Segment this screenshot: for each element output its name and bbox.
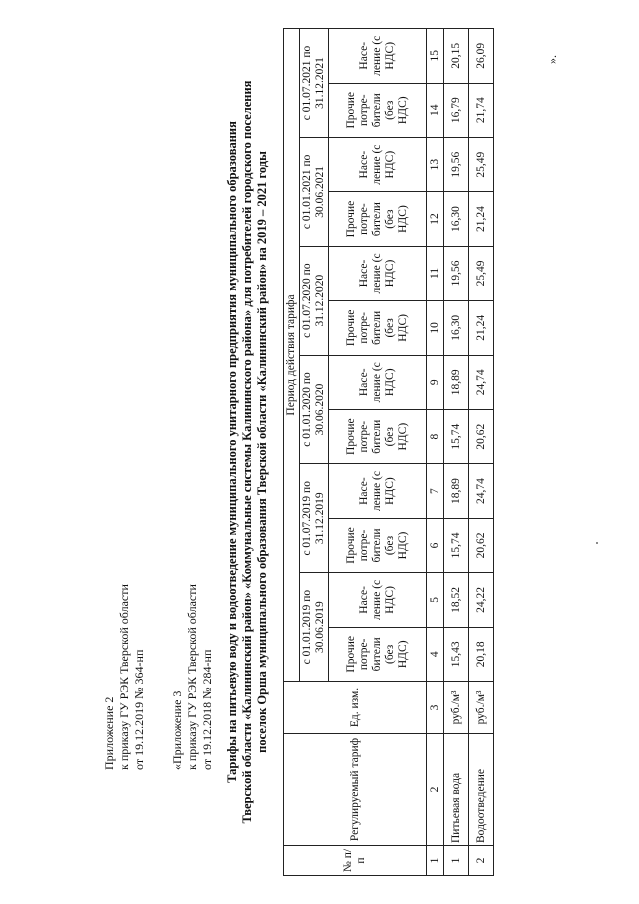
period-4: с 01.07.2020 по 31.12.2020 <box>300 246 329 355</box>
tariff-value: 16,30 <box>444 192 469 246</box>
table-row-water <box>444 29 469 876</box>
header-period: Период действия тарифа <box>284 29 300 682</box>
row-unit: руб./м³ <box>444 682 469 734</box>
title-line2: Тверской области «Калининский район» «Коммунальные системы Калининского района» для потребителей городского поселения <box>240 80 254 824</box>
tariff-value: 19,56 <box>444 137 469 191</box>
tariff-value: 15,74 <box>444 518 469 572</box>
column-number: 13 <box>427 137 444 191</box>
tariff-value: 26,09 <box>469 29 494 84</box>
tariff-value: 20,62 <box>469 409 494 463</box>
appendix-2-line3: от 19.12.2019 № 364-нп <box>132 649 146 770</box>
appendix-2-line2: к приказу ГУ РЭК Тверской области <box>117 584 131 770</box>
period-5: с 01.01.2021 по 30.06.2021 <box>300 137 329 246</box>
tariff-value: 21,24 <box>469 301 494 355</box>
column-number: 15 <box>427 29 444 84</box>
tariff-value: 20,18 <box>469 627 494 681</box>
column-number: 2 <box>427 734 444 846</box>
column-number: 5 <box>427 573 444 627</box>
column-number: 3 <box>427 682 444 734</box>
tariff-value: 24,74 <box>469 355 494 409</box>
appendix-3-line1: «Приложение 3 <box>170 690 184 770</box>
tariff-value: 20,15 <box>444 29 469 84</box>
title-line3: поселок Орша муниципального образования Тверской области «Калининский район» на 2019 – 2021 годы <box>255 151 269 753</box>
column-number: 4 <box>427 627 444 681</box>
column-number: 8 <box>427 409 444 463</box>
tariff-value: 18,89 <box>444 355 469 409</box>
column-number: 12 <box>427 192 444 246</box>
title-line1: Тарифы на питьевую воду и водоотведение муниципального унитарного предприятия муниципального образования <box>225 121 239 783</box>
period-2: с 01.07.2019 по 31.12.2019 <box>300 464 329 573</box>
header-population: Насе- ление (с НДС) <box>329 137 427 191</box>
tariff-value: 20,62 <box>469 518 494 572</box>
header-other-consumers: Прочие потре- бители (без НДС) <box>329 627 427 681</box>
appendix-2-header <box>102 510 147 770</box>
tariff-value: 25,49 <box>469 137 494 191</box>
document-title <box>225 40 270 864</box>
row-num: 1 <box>444 846 469 876</box>
tariff-value: 16,79 <box>444 83 469 137</box>
column-number: 7 <box>427 464 444 518</box>
column-number: 6 <box>427 518 444 572</box>
header-tariff: Регулируемый тариф <box>284 734 427 846</box>
column-number: 11 <box>427 246 444 300</box>
appendix-3-header <box>170 510 215 770</box>
column-number-row <box>427 29 444 876</box>
tariff-value: 15,43 <box>444 627 469 681</box>
period-1: с 01.01.2019 по 30.06.2019 <box>300 573 329 682</box>
tariff-value: 18,89 <box>444 464 469 518</box>
period-3: с 01.01.2020 по 30.06.2020 <box>300 355 329 464</box>
tariff-value: 25,49 <box>469 246 494 300</box>
row-tariff-name: Водоотведение <box>469 734 494 846</box>
header-num: № п/п <box>284 846 427 876</box>
tariff-value: 24,22 <box>469 573 494 627</box>
header-other-consumers: Прочие потре- бители (без НДС) <box>329 192 427 246</box>
header-other-consumers: Прочие потре- бители (без НДС) <box>329 301 427 355</box>
header-row-period <box>284 29 300 876</box>
header-population: Насе- ление (с НДС) <box>329 464 427 518</box>
column-number: 14 <box>427 83 444 137</box>
header-population: Насе- ление (с НДС) <box>329 355 427 409</box>
column-number: 1 <box>427 846 444 876</box>
header-population: Насе- ление (с НДС) <box>329 246 427 300</box>
tariff-value: 21,24 <box>469 192 494 246</box>
appendix-2-line1: Приложение 2 <box>102 696 116 770</box>
column-number: 9 <box>427 355 444 409</box>
header-other-consumers: Прочие потре- бители (без НДС) <box>329 409 427 463</box>
closing-quote: ». <box>545 55 559 64</box>
row-tariff-name: Питьевая вода <box>444 734 469 846</box>
header-population: Насе- ление (с НДС) <box>329 29 427 84</box>
tariff-value: 19,56 <box>444 246 469 300</box>
column-number: 10 <box>427 301 444 355</box>
tariff-value: 18,52 <box>444 573 469 627</box>
appendix-3-line3: от 19.12.2018 № 284-нп <box>200 649 214 770</box>
header-population: Насе- ление (с НДС) <box>329 573 427 627</box>
tariff-value: 16,30 <box>444 301 469 355</box>
header-other-consumers: Прочие потре- бители (без НДС) <box>329 518 427 572</box>
scan-speck <box>596 542 598 544</box>
header-unit: Ед. изм. <box>284 682 427 734</box>
tariff-value: 15,74 <box>444 409 469 463</box>
header-other-consumers: Прочие потре- бители (без НДС) <box>329 83 427 137</box>
row-unit: руб./м³ <box>469 682 494 734</box>
tariff-value: 21,74 <box>469 83 494 137</box>
row-num: 2 <box>469 846 494 876</box>
table-row-wastewater <box>469 29 494 876</box>
tariff-value: 24,74 <box>469 464 494 518</box>
appendix-3-line2: к приказу ГУ РЭК Тверской области <box>185 584 199 770</box>
period-6: с 01.07.2021 по 31.12.2021 <box>300 29 329 138</box>
tariff-table <box>283 28 494 876</box>
